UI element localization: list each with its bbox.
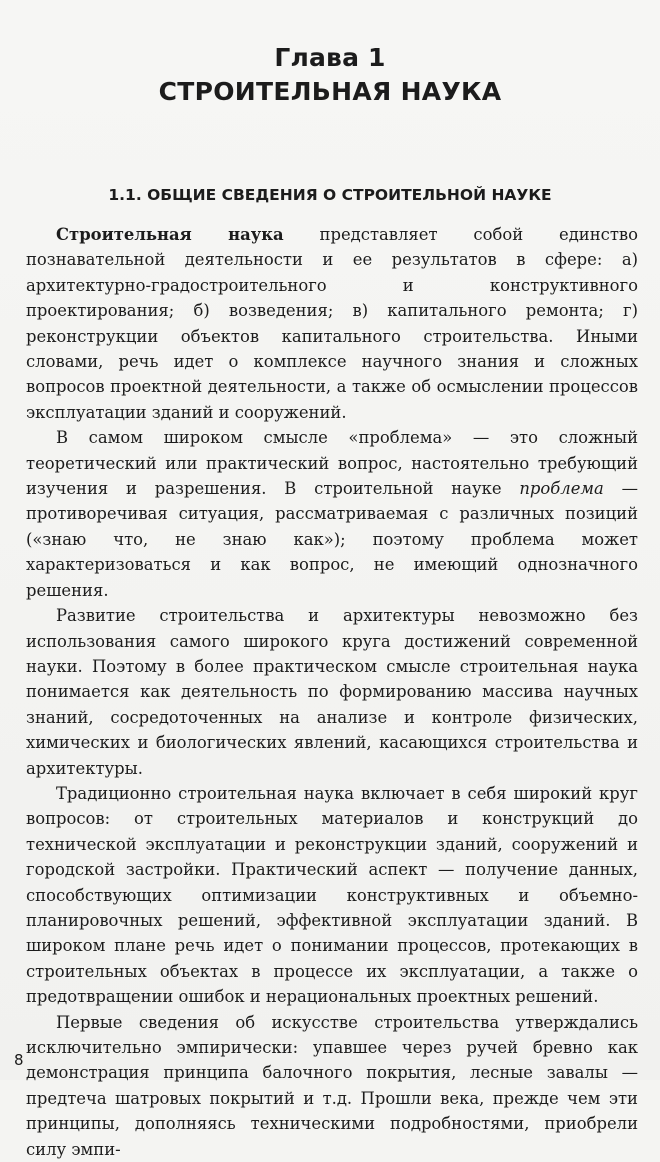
chapter-title: СТРОИТЕЛЬНАЯ НАУКА [158,77,502,106]
paragraph-1-text: представляет собой единство познавательной деятельности и ее результатов в сфере: а) архитектурно-градостроительного и конструктивного проектирования; б) возведения; в) капитального ремонта; г) реконструкции объектов капитального строительства. Иными словами, речь идет о комплексе научного знания и сложных вопросов проектной деятельности, а также об осмыслении процессов эксплуатации зданий и сооружений. [26,225,638,422]
paragraph-2-before: В самом широком смысле «проблема» — это сложный теоретический или практический вопрос, настоятельно требующий изучения и разрешения. В строительной науке [26,428,638,499]
paragraph-2-after: — противоречивая ситуация, рассматриваемая с различных позиций («знаю что, не знаю как»); поэтому проблема может характеризоваться и как вопрос, не имеющий однозначного решения. [26,479,638,600]
chapter-label: Глава 1 [274,43,386,72]
page-number: 8 [14,1051,24,1069]
paragraph-4: Традиционно строительная наука включает в себя широкий круг вопросов: от строительных материалов и конструкций до технической эксплуатации и реконструкции зданий, сооружений и городской застройки. Практический аспект — получение данных, способствующих оптимизации конструктивных и объемно-планировочных решений, эффективной эксплуатации зданий. В широком плане речь идет о понимании процессов, протекающих в строительных объектах в процессе их эксплуатации, а также о предотвращении ошибок и нерациональных проектных решений. [26,783,638,1007]
term-construction-science: Строительная наука [56,225,284,244]
emphasis-problem: проблема [519,479,604,499]
section-title: 1.1. ОБЩИЕ СВЕДЕНИЯ О СТРОИТЕЛЬНОЙ НАУКЕ [108,186,552,204]
paragraph-3: Развитие строительства и архитектуры невозможно без использования самого широкого круга достижений современной науки. Поэтому в более практическом смысле строительная наука понимается как деятельность по формированию массива научных знаний, сосредоточенных на анализе и контроле физических, химических и биологических явлений, касающихся строительства и архитектуры. [26,606,638,778]
paragraph-2 [26,425,638,603]
body-text [26,222,638,1162]
paragraph-5: Первые сведения об искусстве строительства утверждались исключительно эмпирически: упавшее через ручей бревно как демонстрация принципа балочного покрытия, лесные завалы — предтеча шатровых покрытий и т.д. Прошли века, прежде чем эти принципы, дополняясь техническими подробностями, приобрели силу эмпи- [26,1012,638,1159]
paragraph-1 [26,222,638,425]
